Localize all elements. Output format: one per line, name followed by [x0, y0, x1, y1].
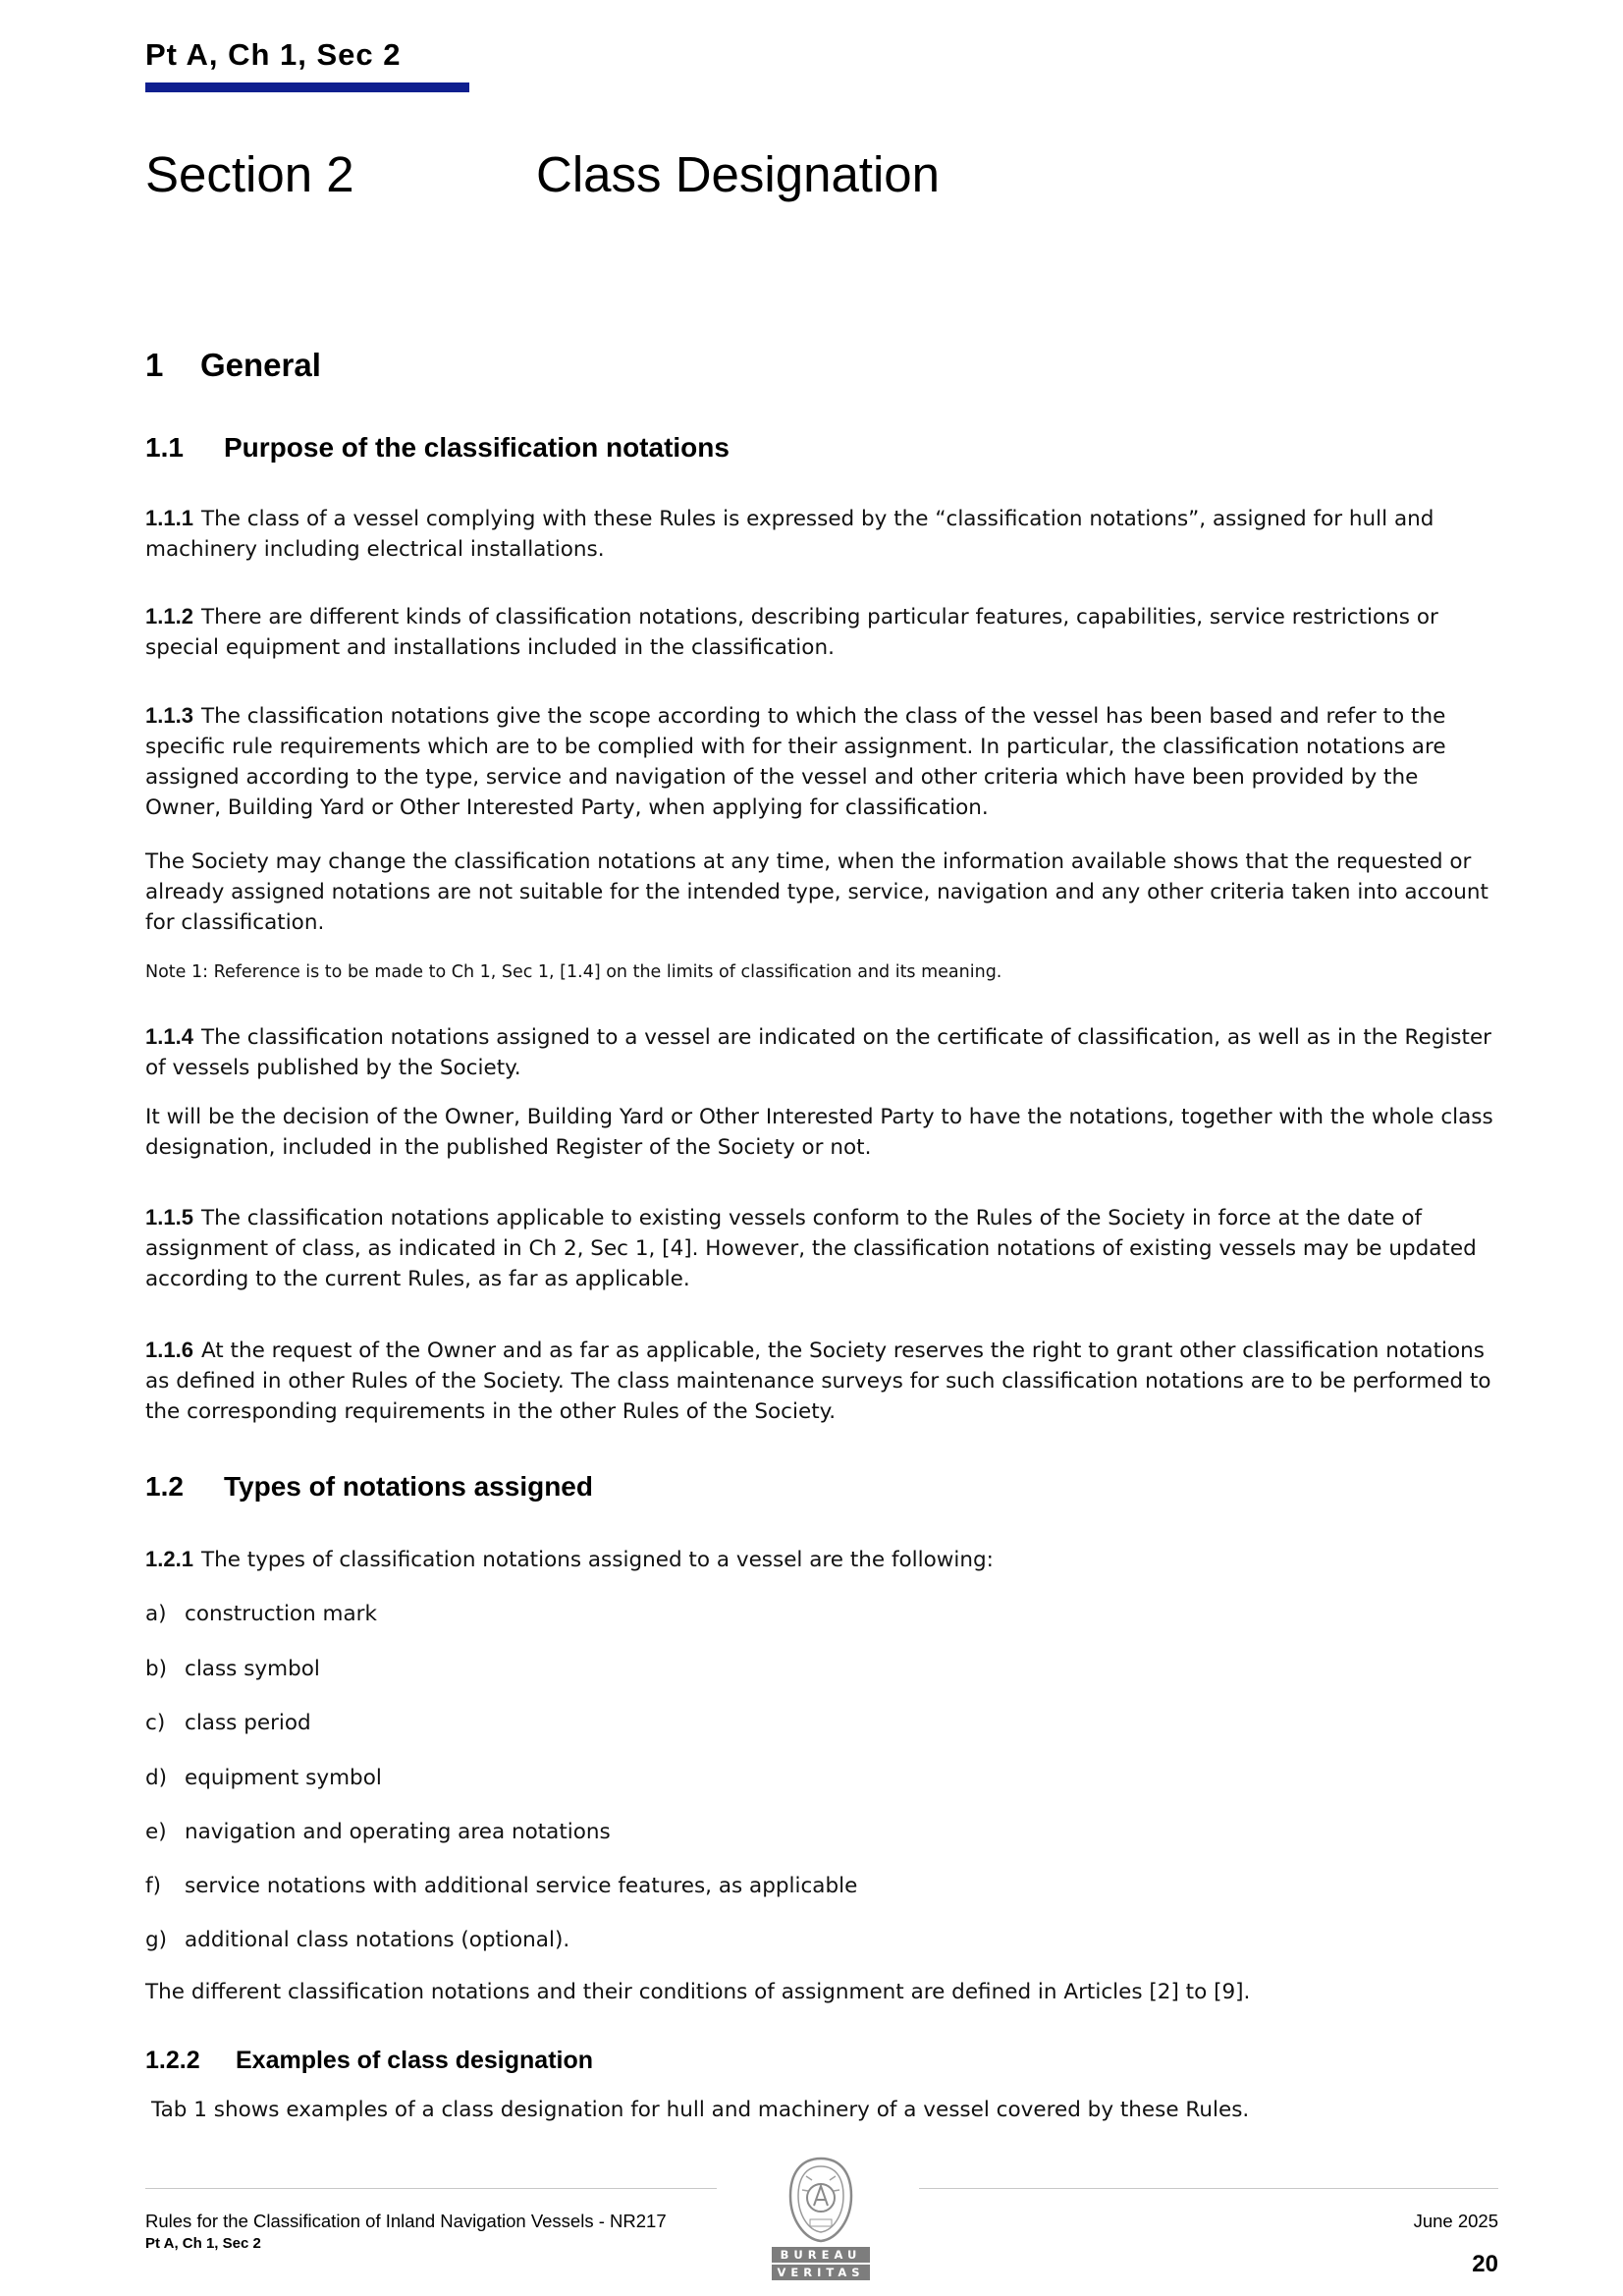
section-number: Section 2 [145, 146, 354, 202]
paragraph-1-2-1-continued: The different classification notations and their conditions of assignment are defined in Articles [2] to [9]. [145, 1980, 1251, 2004]
bureau-veritas-seal-icon [786, 2157, 855, 2243]
heading-text: Examples of class designation [236, 2047, 594, 2074]
heading-number: 1.2 [145, 1471, 184, 1502]
paragraph-1-1-6 [145, 1335, 1500, 1427]
list-letter: a) [145, 1602, 167, 1626]
paragraph-text: There are different kinds of classification notations, describing particular features, capabilities, service restrictions or special equipment and installations included in the classification. [145, 605, 1438, 660]
list-text: service notations with additional service features, as applicable [185, 1874, 858, 1898]
footer-section-ref: Pt A, Ch 1, Sec 2 [145, 2235, 261, 2252]
footer-rule-right [919, 2188, 1498, 2189]
note-1: Note 1: Reference is to be made to Ch 1, Sec 1, [1.4] on the limits of classification and its meaning. [145, 962, 1002, 982]
footer-document-title: Rules for the Classification of Inland Navigation Vessels - NR217 [145, 2211, 667, 2231]
paragraph-1-2-1 [145, 1544, 1500, 1575]
section-title: Class Designation [536, 146, 941, 202]
paragraph-number: 1.1.5 [145, 1205, 193, 1230]
paragraph-text: The class of a vessel complying with these Rules is expressed by the “classification notations”, assigned for hull and machinery including electrical installations. [145, 507, 1434, 562]
list-letter: d) [145, 1766, 168, 1790]
list-item [145, 1763, 1500, 1793]
paragraph-text: At the request of the Owner and as far as applicable, the Society reserves the right to grant other classification notations as defined in other Rules of the Society. The class maintenance surveys for such classification notations are to be performed to the corresponding requirements in the other Rules of the Society. [145, 1339, 1491, 1424]
paragraph-1-1-4 [145, 1021, 1500, 1083]
heading-number: 1.2.2 [145, 2047, 200, 2074]
paragraph-text: The classification notations give the scope according to which the class of the vessel has been based and refer to the specific rule requirements which are to be complied with for their assignment. In particular, the classification notations are assigned according to the type, service and navigation of the vessel and other criteria which have been provided by the Owner, Building Yard or Other Interested Party, when applying for classification. [145, 704, 1446, 820]
bureau-veritas-logo [772, 2157, 870, 2282]
list-text: navigation and operating area notations [185, 1820, 611, 1844]
list-text: additional class notations (optional). [185, 1928, 570, 1952]
list-item [145, 1925, 1500, 1955]
list-letter: c) [145, 1711, 166, 1735]
heading-text: Types of notations assigned [224, 1471, 593, 1502]
list-text: class symbol [185, 1657, 320, 1681]
heading-1-2-2 [145, 2045, 593, 2076]
paragraph-number: 1.2.1 [145, 1547, 193, 1571]
heading-text: Purpose of the classification notations [224, 432, 730, 463]
paragraph-text: The types of classification notations assigned to a vessel are the following: [200, 1548, 994, 1572]
paragraph-number: 1.1.1 [145, 506, 193, 530]
paragraph-text: The classification notations applicable to existing vessels conform to the Rules of the Society in force at the date of assignment of class, as indicated in Ch 2, Sec 1, [4]. However, the classification notations of existing vessels may be updated according to the current Rules, as far as applicable. [145, 1206, 1477, 1291]
paragraph-number: 1.1.2 [145, 604, 193, 629]
paragraph-number: 1.1.6 [145, 1338, 193, 1362]
running-head: Pt A, Ch 1, Sec 2 [145, 37, 402, 72]
list-letter: g) [145, 1928, 168, 1952]
list-letter: e) [145, 1820, 167, 1844]
paragraph-text: The classification notations assigned to a vessel are indicated on the certificate of classification, as well as in the Register of vessels published by the Society. [145, 1025, 1492, 1080]
paragraph-1-1-5 [145, 1202, 1500, 1294]
header-accent-rule [145, 82, 469, 92]
heading-1-1 [145, 430, 730, 465]
heading-number: 1 [145, 347, 164, 383]
logo-band-bureau: BUREAU [772, 2247, 870, 2263]
heading-number: 1.1 [145, 432, 184, 463]
footer-date: June 2025 [1413, 2211, 1498, 2231]
list-text: class period [185, 1711, 311, 1735]
list-item [145, 1871, 1500, 1901]
page-number: 20 [1472, 2251, 1498, 2277]
paragraph-1-1-1 [145, 503, 1500, 565]
paragraph-1-2-2: Tab 1 shows examples of a class designation for hull and machinery of a vessel covered by these Rules. [151, 2098, 1250, 2122]
paragraph-1-1-3 [145, 700, 1500, 823]
list-item [145, 1708, 1500, 1738]
heading-text: General [200, 347, 321, 383]
paragraph-number: 1.1.3 [145, 703, 193, 728]
paragraph-1-1-4-continued: It will be the decision of the Owner, Building Yard or Other Interested Party to have the notations, together with the whole class designation, included in the published Register of the Society or not. [145, 1105, 1493, 1160]
list-item [145, 1599, 1500, 1629]
list-letter: f) [145, 1874, 161, 1898]
list-text: construction mark [185, 1602, 377, 1626]
footer-rule-left [145, 2188, 717, 2189]
list-item [145, 1817, 1500, 1847]
heading-general [145, 346, 321, 385]
paragraph-1-1-3-continued: The Society may change the classification notations at any time, when the information available shows that the requested or already assigned notations are not suitable for the intended type, service, navigation and any other criteria taken into account for classification. [145, 849, 1488, 935]
list-text: equipment symbol [185, 1766, 382, 1790]
logo-band-veritas: VERITAS [772, 2265, 870, 2280]
list-item [145, 1654, 1500, 1684]
list-letter: b) [145, 1657, 168, 1681]
heading-1-2 [145, 1469, 593, 1504]
paragraph-1-1-2 [145, 601, 1500, 663]
paragraph-number: 1.1.4 [145, 1024, 193, 1049]
